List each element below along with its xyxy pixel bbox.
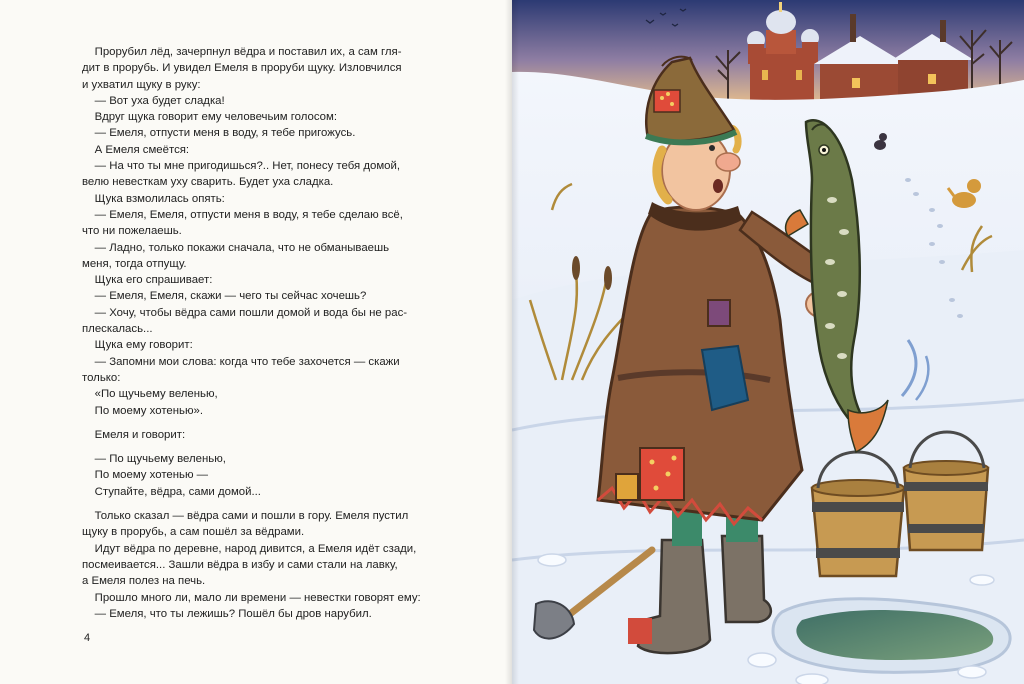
text-line: Щука его спрашивает: [82,274,213,287]
text-line: Щука ему говорит: [82,339,193,352]
line-gap [82,500,450,508]
text-line: щуку в прорубь, а сам пошёл за вёдрами. [82,526,305,539]
text-line: только: [82,371,121,384]
book-gutter [505,0,519,684]
page-number: 4 [84,632,91,644]
text-line: Идут вёдра по деревне, народ дивится, а Емеля идёт сзади, [82,542,417,555]
text-line: меня, тогда отпущу. [82,257,187,270]
text-line: Ступайте, вёдра, сами домой... [82,485,261,498]
text-line: — Запомни мои слова: когда что тебе захочется — скажи [82,355,400,368]
text-line: — Ладно, только покажи сначала, что не обманываешь [82,241,390,254]
text-line: велю невесткам уху сварить. Будет уха сладка. [82,176,334,189]
text-line: — Вот уха будет сладка! [82,94,225,107]
text-line: посмеивается... Зашли вёдра в избу и сами стали на лавку, [82,558,398,571]
text-line: Прошло много ли, мало ли времени — невестки говорят ему: [82,591,421,604]
text-line: и ухватил щуку в руку: [82,78,201,91]
text-line: что ни пожелаешь. [82,225,182,238]
text-line: дит в прорубь. И увидел Емеля в проруби щуку. Изловчился [82,62,402,75]
text-line: Щука взмолилась опять: [82,192,225,205]
text-line: Только сказал — вёдра сами и пошли в гору. Емеля пустил [82,510,409,523]
story-text [82,44,450,622]
text-line: По моему хотенью — [82,469,209,482]
line-gap [82,443,450,451]
illustration-page [512,0,1024,684]
text-line: — Емеля, Емеля, отпусти меня в воду, я тебе сделаю всё, [82,208,403,221]
text-line: Прорубил лёд, зачерпнул вёдра и поставил их, а сам гля- [82,46,402,58]
text-line: «По щучьему веленью, [82,388,218,401]
text-line: а Емеля полез на печь. [82,575,206,588]
text-line: — Емеля, отпусти меня в воду, я тебе пригожусь. [82,127,356,140]
text-line: — Хочу, чтобы вёдра сами пошли домой и вода бы не рас- [82,306,408,319]
text-line: — На что ты мне пригодишься?.. Нет, понесу тебя домой, [82,160,401,173]
text-line: — Емеля, Емеля, скажи — чего ты сейчас хочешь? [82,290,367,303]
text-line: Емеля и говорит: [82,428,186,441]
text-line: — Емеля, что ты лежишь? Пошёл бы дров нарубил. [82,607,372,620]
text-line: По моему хотенью». [82,404,204,417]
emelya-pike-illustration [512,0,1024,684]
line-gap [82,419,450,427]
text-line: А Емеля смеётся: [82,143,190,156]
text-line: плескалась... [82,323,153,336]
text-line: — По щучьему веленью, [82,453,226,466]
text-line: Вдруг щука говорит ему человечьим голосом: [82,111,338,124]
